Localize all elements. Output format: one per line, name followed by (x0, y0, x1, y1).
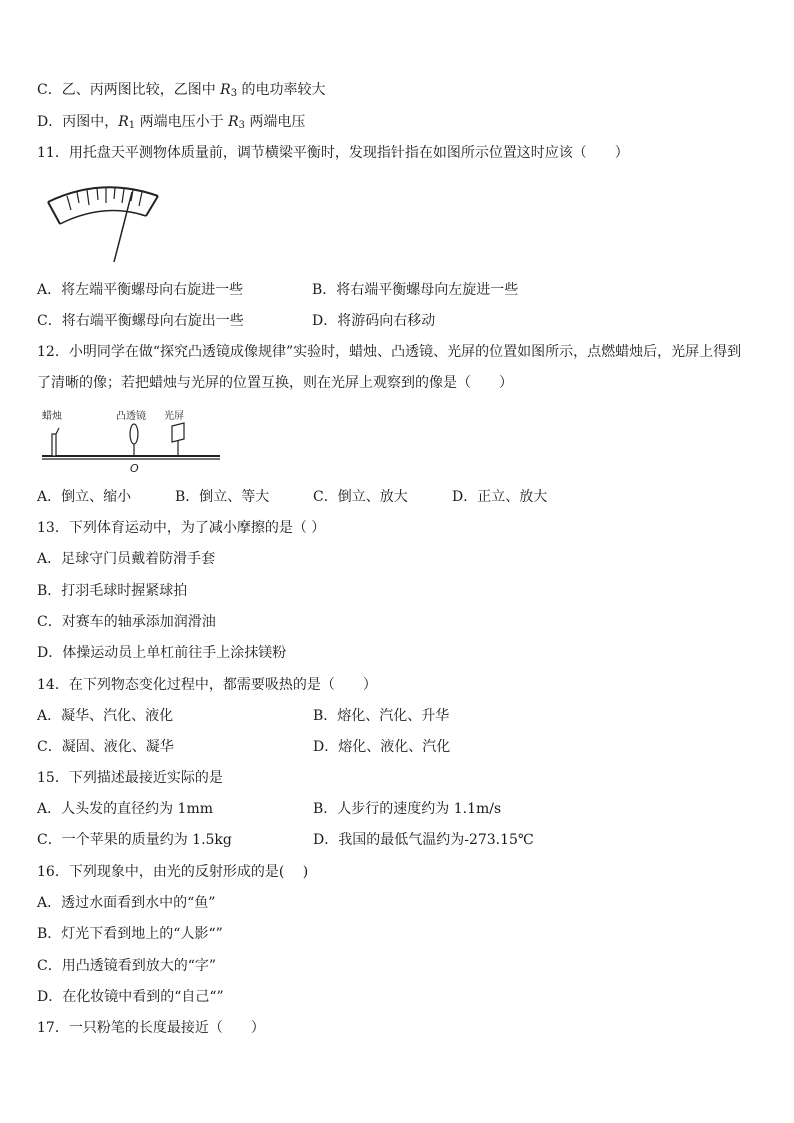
q11-option-d: D．将游码向右移动 (312, 313, 436, 329)
q15-option-d: D．我国的最低气温约为-273.15℃ (313, 832, 534, 848)
q10-option-c-post: 的电功率较大 (237, 82, 326, 98)
screen-label: 光屏 (164, 411, 184, 422)
q11-option-c: C．将右端平衡螺母向右旋出一些 (37, 313, 244, 329)
q12-stem-line1: 12．小明同学在做“探究凸透镜成像规律”实验时，蜡烛、凸透镜、光屏的位置如图所示，点燃蜡烛后，光屏上得到 (37, 344, 742, 360)
q10-option-d-var2: R (228, 114, 239, 130)
q16-option-b: B．灯光下看到地上的“人影“” (37, 926, 223, 942)
q15-option-b: B．人步行的速度约为 1.1m/s (313, 801, 502, 817)
candle-icon (52, 428, 59, 456)
q12-stem-line2: 了清晰的像；若把蜡烛与光屏的位置互换，则在光屏上观察到的像是（ ） (37, 375, 513, 391)
q16-option-c: C．用凸透镜看到放大的“字” (37, 958, 217, 974)
origin-label: O (130, 462, 139, 475)
convex-lens-icon (130, 424, 138, 456)
q14-option-b: B．熔化、汽化、升华 (313, 708, 450, 724)
q14-stem: 14．在下列物态变化过程中，都需要吸热的是（ ） (37, 677, 377, 693)
q10-option-c-sub: 3 (230, 88, 238, 99)
lens-label: 凸透镜 (116, 411, 146, 422)
q12-option-b: B．倒立、等大 (175, 489, 270, 505)
q13-stem: 13．下列体育运动中，为了减小摩擦的是（ ） (37, 520, 326, 536)
q16-option-a: A．透过水面看到水中的“鱼” (37, 895, 216, 911)
q12-optical-bench-figure (40, 404, 224, 476)
q13-option-c: C．对赛车的轴承添加润滑油 (37, 614, 216, 630)
q10-option-d (37, 112, 305, 132)
q10-option-d-post: 两端电压 (244, 114, 306, 130)
q10-option-c-pre: C．乙、丙两图比较，乙图中 (37, 82, 221, 98)
q14-option-c: C．凝固、液化、凝华 (37, 739, 174, 755)
q17-stem: 17．一只粉笔的长度最接近（ ） (37, 1020, 265, 1036)
q13-option-d: D．体操运动员上单杠前往手上涂抹镁粉 (37, 645, 287, 661)
q15-option-a: A．人头发的直径约为 1mm (37, 801, 214, 817)
q10-option-d-sub2: 3 (238, 120, 245, 131)
q10-option-d-sub1: 1 (128, 120, 136, 131)
q14-option-d: D．熔化、液化、汽化 (313, 739, 451, 755)
q11-stem: 11．用托盘天平测物体质量前，调节横梁平衡时，发现指针指在如图所示位置这时应该（ ） (37, 145, 629, 161)
q12-option-a: A．倒立、缩小 (37, 489, 132, 505)
scale-inner-arc (60, 211, 146, 224)
q16-stem: 16．下列现象中，由光的反射形成的是( ) (37, 864, 309, 880)
q13-option-b: B．打羽毛球时握紧球拍 (37, 583, 188, 599)
q15-stem: 15．下列描述最接近实际的是 (37, 770, 223, 786)
q12-option-c: C．倒立、放大 (313, 489, 408, 505)
q10-option-c-var: R (220, 82, 231, 98)
q15-option-c: C．一个苹果的质量约为 1.5kg (37, 832, 232, 848)
q14-option-a: A．凝华、汽化、液化 (37, 708, 174, 724)
light-screen-icon (172, 423, 184, 456)
scale-left-edge (48, 202, 60, 224)
q13-option-a: A．足球守门员戴着防滑手套 (37, 551, 216, 567)
q10-option-d-pre: D．丙图中， (37, 114, 119, 130)
q11-option-b: B．将右端平衡螺母向左旋进一些 (312, 282, 519, 298)
q10-option-c (37, 80, 326, 100)
balance-pointer (114, 192, 132, 262)
q10-option-d-mid: 两端电压小于 (135, 114, 229, 130)
q11-option-a: A．将左端平衡螺母向右旋进一些 (37, 282, 244, 298)
scale-right-edge (146, 196, 158, 216)
q16-option-d: D．在化妆镜中看到的“自己“” (37, 989, 224, 1005)
q11-balance-pointer-figure (42, 180, 170, 268)
candle-label: 蜡烛 (42, 411, 62, 422)
q12-option-d: D．正立、放大 (452, 489, 548, 505)
q10-option-d-var1: R (118, 114, 129, 130)
